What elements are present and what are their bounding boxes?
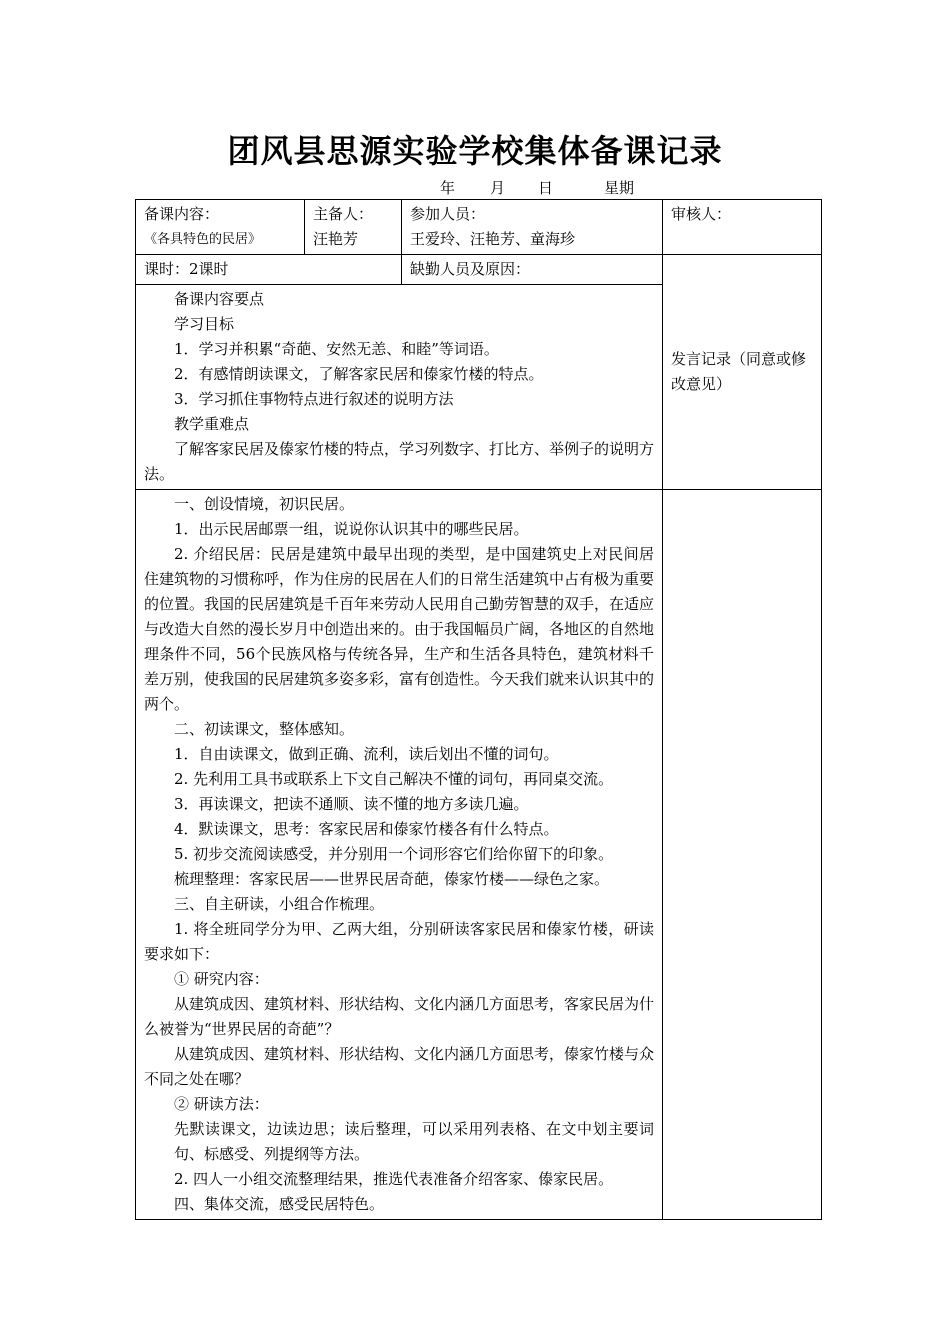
- objective-item: 1．学习并积累“奇葩、安然无恙、和睦”等词语。: [174, 340, 499, 358]
- process-paragraph: 5. 初步交流阅读感受，并分别用一个词形容它们给你留下的印象。: [174, 845, 614, 863]
- reviewer-cell: [663, 200, 822, 255]
- reviewer-label: 审核人：: [671, 205, 732, 223]
- date-day: 日: [538, 179, 554, 197]
- process-paragraph: 四、集体交流，感受民居特色。: [174, 1195, 385, 1213]
- process-paragraph: 2. 先利用工具书或联系上下文自己解决不懂的词句，再同桌交流。: [174, 770, 614, 788]
- main-preparer-cell: [305, 200, 402, 255]
- process-paragraph: 从建筑成因、建筑材料、形状结构、文化内涵几方面思考，客家民居为什么被誉为“世界民居的奇葩”？: [144, 995, 655, 1038]
- participants-label: 参加人员：: [410, 205, 486, 223]
- objective-item: 2．有感情朗读课文，了解客家民居和傣家竹楼的特点。: [174, 365, 544, 383]
- date-weekday: 星期: [604, 179, 635, 197]
- remarks-cell: [663, 255, 822, 490]
- difficulty-text: 了解客家民居及傣家竹楼的特点，学习列数字、打比方、举例子的说明方法。: [144, 440, 655, 483]
- process-paragraph: 1．自由读课文，做到正确、流利，读后划出不懂的词句。: [174, 745, 559, 763]
- date-year: 年: [440, 179, 456, 197]
- hours-cell: 课时：2课时: [136, 255, 402, 285]
- process-paragraph: 2. 介绍民居：民居是建筑中最早出现的类型，是中国建筑史上对民间居住建筑物的习惯称呼，作为住房的民居在人们的日常生活建筑中占有极为重要的位置。我国的民居建筑是千百年来劳动人民用自己勤劳智慧的双手，在适应与改造大自然的漫长岁月中创造出来的。由于我国幅员广阔，各地区的自然地理条件不同，56个民族风格与传统各异，生产和生活各具特色，建筑材料千差万别，使我国的民居建筑多姿多彩，富有创造性。今天我们就来认识其中的两个。: [144, 545, 655, 713]
- key-points-cell: [136, 285, 663, 490]
- absent-cell: 缺勤人员及原因：: [402, 255, 663, 285]
- process-paragraph: ② 研读方法：: [174, 1095, 269, 1113]
- main-preparer-value: 汪艳芳: [313, 230, 359, 248]
- process-paragraph: 二、初读课文，整体感知。: [174, 720, 355, 738]
- objective-item: 3．学习抓住事物特点进行叙述的说明方法: [174, 390, 454, 408]
- process-paragraph: 4．默读课文，思考：客家民居和傣家竹楼各有什么特点。: [174, 820, 559, 838]
- key-points-heading: 备课内容要点: [174, 290, 265, 308]
- process-paragraph: 1. 将全班同学分为甲、乙两大组，分别研读客家民居和傣家竹楼，研读要求如下：: [144, 920, 654, 963]
- process-paragraph: ① 研究内容：: [174, 970, 269, 988]
- participants-cell: [402, 200, 663, 255]
- difficulty-heading: 教学重难点: [174, 415, 250, 433]
- content-value: 《各具特色的民居》: [144, 232, 262, 247]
- lesson-record-table: [135, 199, 822, 1220]
- remarks-label: 发言记录（同意或修改意见）: [671, 350, 807, 393]
- process-remarks-cell: [663, 490, 822, 1220]
- process-paragraph: 先默读课文，边读边思；读后整理，可以采用列表格、在文中划主要词句、标感受、列提纲等方法。: [174, 1120, 654, 1163]
- process-paragraph: 一、创设情境，初识民居。: [174, 495, 355, 513]
- content-label: 备课内容：: [144, 205, 220, 223]
- process-paragraph: 1．出示民居邮票一组，说说你认识其中的哪些民居。: [174, 520, 529, 538]
- date-month: 月: [490, 179, 506, 197]
- main-preparer-label: 主备人：: [313, 205, 374, 223]
- process-paragraph: 3．再读课文，把读不通顺、读不懂的地方多读几遍。: [174, 795, 529, 813]
- objectives-heading: 学习目标: [174, 315, 235, 333]
- page-title: 团风县思源实验学校集体备课记录: [227, 132, 723, 170]
- process-paragraph: 梳理整理：客家民居——世界民居奇葩，傣家竹楼——绿色之家。: [174, 870, 610, 888]
- process-cell: [136, 490, 663, 1220]
- process-paragraph: 2. 四人一小组交流整理结果，推选代表准备介绍客家、傣家民居。: [174, 1170, 614, 1188]
- process-paragraph: 三、自主研读，小组合作梳理。: [174, 895, 385, 913]
- content-cell: [136, 200, 305, 255]
- process-paragraph: 从建筑成因、建筑材料、形状结构、文化内涵几方面思考，傣家竹楼与众不同之处在哪？: [144, 1045, 655, 1088]
- participants-value: 王爱玲、汪艳芳、童海珍: [410, 230, 576, 248]
- date-line: [440, 177, 634, 198]
